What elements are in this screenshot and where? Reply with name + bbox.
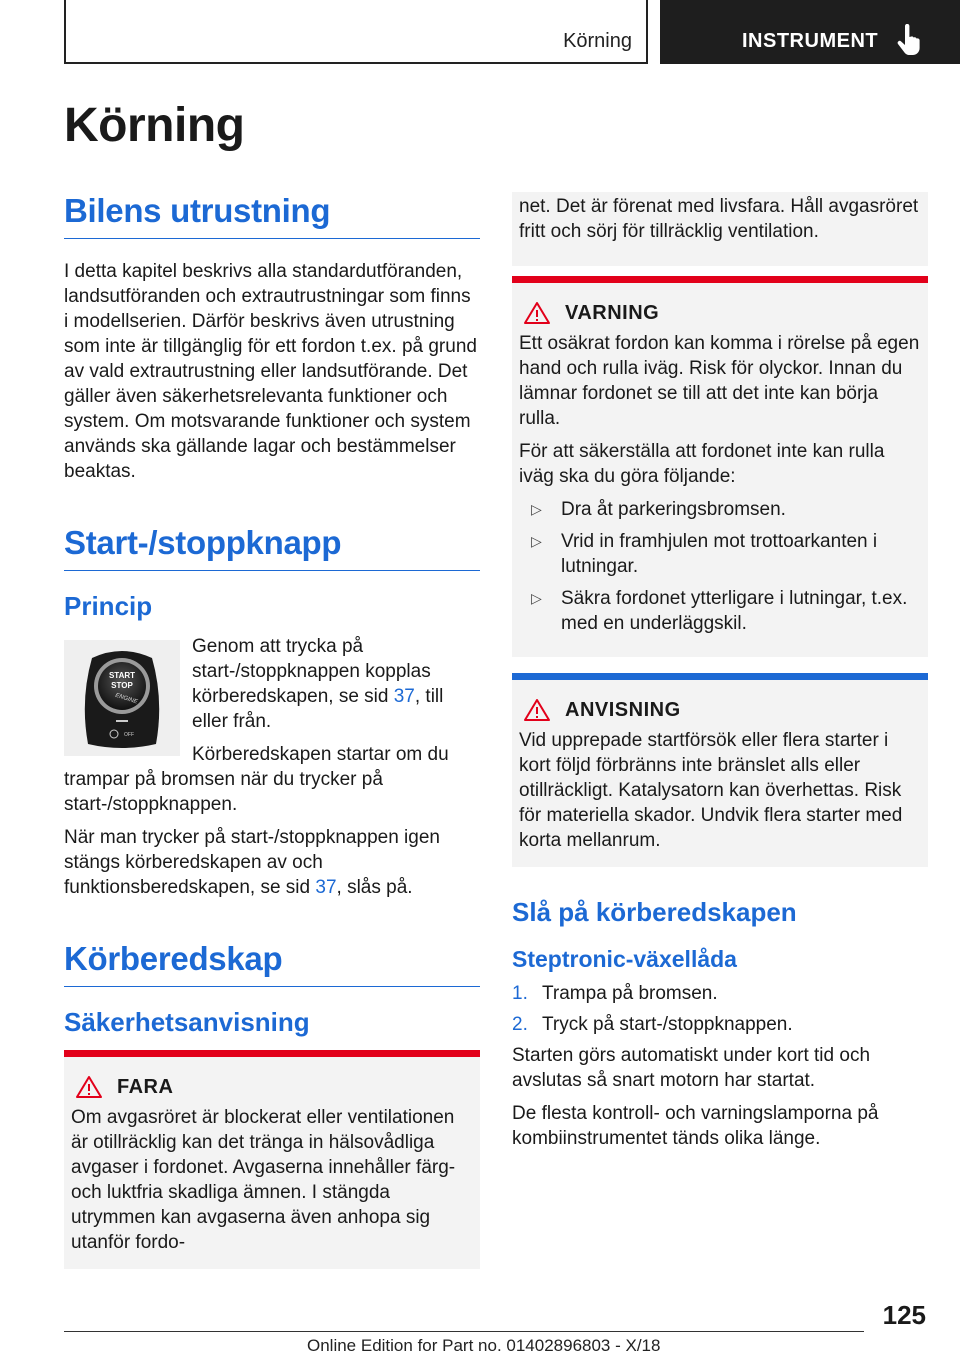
paragraph-principle-b: Körberedskapen startar om du trampar på bromsen när du trycker på start-/stoppknappen. <box>64 744 449 815</box>
principle-a-text: Genom att trycka på start-/stoppknappen kopplas körberedskapen, se sid <box>192 636 431 707</box>
button-text-engine: ENGINE <box>114 692 139 706</box>
danger-box <box>64 1050 480 1269</box>
header-chapter-box <box>660 0 960 64</box>
principle-c-end: , slås på. <box>336 877 413 898</box>
notice-text: Vid upprepade startförsök eller flera starter i kort följd förbränns inte bränslet alls eller otillräckligt. Katalysatorn kan överhettas. Risk för materiella skador. Undvik flera starter med korta mellanrum. <box>519 730 903 851</box>
button-text-stop: STOP <box>111 681 133 690</box>
step-text: Trampa på bromsen. <box>542 983 718 1004</box>
footer-edition: Online Edition for Part no. 01402896803 - X/18 <box>307 1336 661 1355</box>
warning-text-a: Ett osäkrat fordon kan komma i rörelse på egen hand och rulla iväg. Risk för olyckor. Innan du lämnar fordonet se till att det inte kan börja rulla. <box>519 333 920 429</box>
header-section-box <box>64 0 648 64</box>
steps-list <box>512 981 928 1037</box>
page-link-37-second[interactable]: 37 <box>315 877 337 898</box>
footer-divider <box>64 1331 864 1332</box>
danger-title: FARA <box>117 1075 174 1098</box>
warning-triangle-icon <box>523 301 551 325</box>
button-text-start: START <box>108 671 136 680</box>
warning-list <box>519 497 921 636</box>
heading-switch-on-readiness: Slå på körberedskapen <box>512 897 797 927</box>
heading-steptronic: Steptronic-växellåda <box>512 946 737 972</box>
warning-text-b: För att säkerställa att fordonet inte kan rulla iväg ska du göra följande: <box>519 441 885 487</box>
list-item: ▷ Dra åt parkeringsbromsen. <box>519 497 921 522</box>
paragraph-after-b: De flesta kontroll- och varningslamporna på kombiinstrumentet tänds olika länge. <box>512 1103 879 1149</box>
page-link-37[interactable]: 37 <box>393 686 415 707</box>
header-section-label: Körning <box>563 30 632 52</box>
list-item <box>512 981 928 1006</box>
start-stop-button-image <box>64 640 180 756</box>
paragraph-equipment: I detta kapitel beskrivs alla standardutföranden, landsutföranden och extrautrustningar som finns i modellserien. Därför beskrivs även utrustning som inte är tillgänglig för ett fordon t.ex. på grund av vald extrautrustning eller landsutförande. Det gäller även säkerhetsrelevanta funktioner och system. Om motsvarande funktioner och system används ska gällande lagar och bestämmelser beaktas. <box>64 261 477 482</box>
danger-text-b: net. Det är förenat med livsfara. Håll avgasröret fritt och sörj för tillräcklig ventilation. <box>519 196 919 242</box>
warning-title: VARNING <box>565 301 660 324</box>
step-number: 1. <box>512 983 528 1004</box>
page-number: 125 <box>882 1300 926 1330</box>
heading-drive-readiness: Körberedskap <box>64 940 480 987</box>
button-text-off: OFF <box>124 732 134 738</box>
notice-title: ANVISNING <box>565 698 681 721</box>
danger-box-continued <box>512 192 928 266</box>
paragraph-after-a: Starten görs automatiskt under kort tid och avslutas så snart motorn har startat. <box>512 1045 871 1091</box>
notice-triangle-icon <box>523 698 551 722</box>
danger-text-a: Om avgasröret är blockerat eller ventilationen är otillräcklig kan det tränga in hälsovådliga avgaser i fordonet. Avgaserna innehåller färg- och luktfria skadliga ämnen. I stängda utrymmen kan avgaserna även anhopa sig utanför fordo- <box>71 1107 456 1253</box>
heading-equipment: Bilens utrustning <box>64 192 480 239</box>
warning-triangle-icon <box>75 1075 103 1099</box>
right-column <box>512 192 928 1159</box>
list-item: ▷ Säkra fordonet ytterligare i lutningar, t.ex. med en underläggskil. <box>519 586 921 636</box>
warning-box <box>512 276 928 657</box>
notice-box <box>512 673 928 867</box>
list-item <box>512 1012 928 1037</box>
left-column <box>64 192 480 1269</box>
principle-c-text: När man trycker på start-/stoppknappen igen stängs körberedskapen av och funktionsberedskapen, se sid <box>64 827 440 898</box>
heading-principle: Princip <box>64 591 153 621</box>
step-text: Tryck på start-/stoppknappen. <box>542 1014 793 1035</box>
page-title: Körning <box>64 99 245 152</box>
list-item: ▷ Vrid in framhjulen mot trottoarkanten i lutningar. <box>519 529 921 579</box>
header-chapter-label: INSTRUMENT <box>742 30 879 52</box>
hand-pointer-icon <box>896 24 922 56</box>
heading-safety-note: Säkerhetsanvisning <box>64 1007 310 1037</box>
paragraph-principle-c <box>64 825 480 900</box>
heading-start-stop: Start-/stoppknapp <box>64 524 480 571</box>
step-number: 2. <box>512 1014 528 1035</box>
principle-a-end: , till eller från. <box>192 686 444 732</box>
